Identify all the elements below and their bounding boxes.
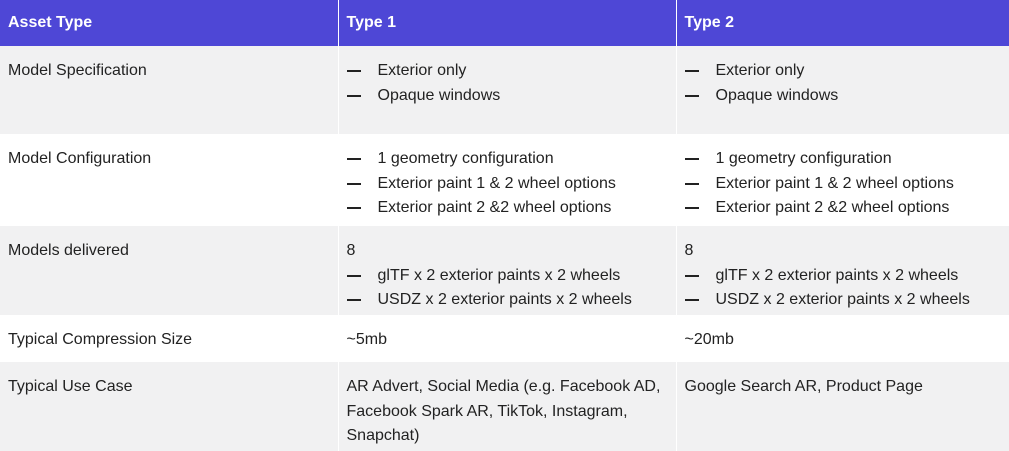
list-item: Exterior paint 2 &2 wheel options: [347, 196, 668, 221]
type-2-cell: ~20mb: [684, 331, 734, 348]
models-count: 8: [684, 242, 694, 259]
row-label: Model Specification: [0, 46, 338, 134]
type-2-cell: [676, 46, 1009, 134]
type-1-cell: ~5mb: [338, 315, 676, 362]
dash-bullet-icon: [347, 207, 361, 209]
dash-bullet-icon: [347, 183, 361, 185]
dash-bullet-icon: [685, 299, 699, 301]
bullet-list: [347, 264, 668, 313]
type-1-cell: [338, 226, 676, 315]
list-item: USDZ x 2 exterior paints x 2 wheels: [347, 288, 668, 313]
bullet-list: [347, 147, 668, 221]
dash-bullet-icon: [685, 183, 699, 185]
dash-bullet-icon: [685, 158, 699, 160]
type-2-cell: [676, 226, 1009, 315]
table-row: [0, 226, 1009, 315]
header-asset-type: Asset Type: [0, 0, 338, 46]
list-item: Exterior paint 1 & 2 wheel options: [347, 172, 668, 197]
header-type-2: Type 2: [684, 14, 734, 31]
list-item: USDZ x 2 exterior paints x 2 wheels: [685, 288, 1002, 313]
type-1-cell: [338, 134, 676, 226]
dash-bullet-icon: [347, 275, 361, 277]
bullet-list: [347, 59, 668, 108]
dash-bullet-icon: [347, 158, 361, 160]
type-2-cell: [676, 134, 1009, 226]
row-label: Model Configuration: [0, 134, 338, 226]
dash-bullet-icon: [347, 299, 361, 301]
table-row: [0, 315, 1009, 362]
bullet-list: [685, 59, 1002, 108]
type-2-cell: Google Search AR, Product Page: [684, 378, 923, 395]
list-item: glTF x 2 exterior paints x 2 wheels: [685, 264, 1002, 289]
list-item: glTF x 2 exterior paints x 2 wheels: [347, 264, 668, 289]
table-row: [0, 134, 1009, 226]
dash-bullet-icon: [685, 95, 699, 97]
list-item: Exterior only: [347, 59, 668, 84]
models-count: 8: [346, 242, 356, 259]
type-1-cell: [338, 46, 676, 134]
bullet-list: [685, 147, 1002, 221]
table-row: [0, 46, 1009, 134]
table-row: [0, 362, 1009, 451]
list-item: Exterior only: [685, 59, 1002, 84]
list-item: Exterior paint 2 &2 wheel options: [685, 196, 1002, 221]
list-item: Opaque windows: [347, 84, 668, 109]
list-item: Exterior paint 1 & 2 wheel options: [685, 172, 1002, 197]
dash-bullet-icon: [685, 70, 699, 72]
header-type-1: Type 1: [338, 0, 676, 46]
list-item: Opaque windows: [685, 84, 1002, 109]
header-row: [0, 0, 1009, 46]
bullet-list: [685, 264, 1002, 313]
type-1-cell: AR Advert, Social Media (e.g. Facebook AD, Facebook Spark AR, TikTok, Instagram, Snapchat): [338, 362, 676, 451]
dash-bullet-icon: [347, 70, 361, 72]
row-label: Typical Use Case: [0, 362, 338, 451]
row-label: Models delivered: [0, 226, 338, 315]
row-label: Typical Compression Size: [0, 315, 338, 362]
dash-bullet-icon: [347, 95, 361, 97]
list-item: 1 geometry configuration: [685, 147, 1002, 172]
list-item: 1 geometry configuration: [347, 147, 668, 172]
dash-bullet-icon: [685, 275, 699, 277]
dash-bullet-icon: [685, 207, 699, 209]
